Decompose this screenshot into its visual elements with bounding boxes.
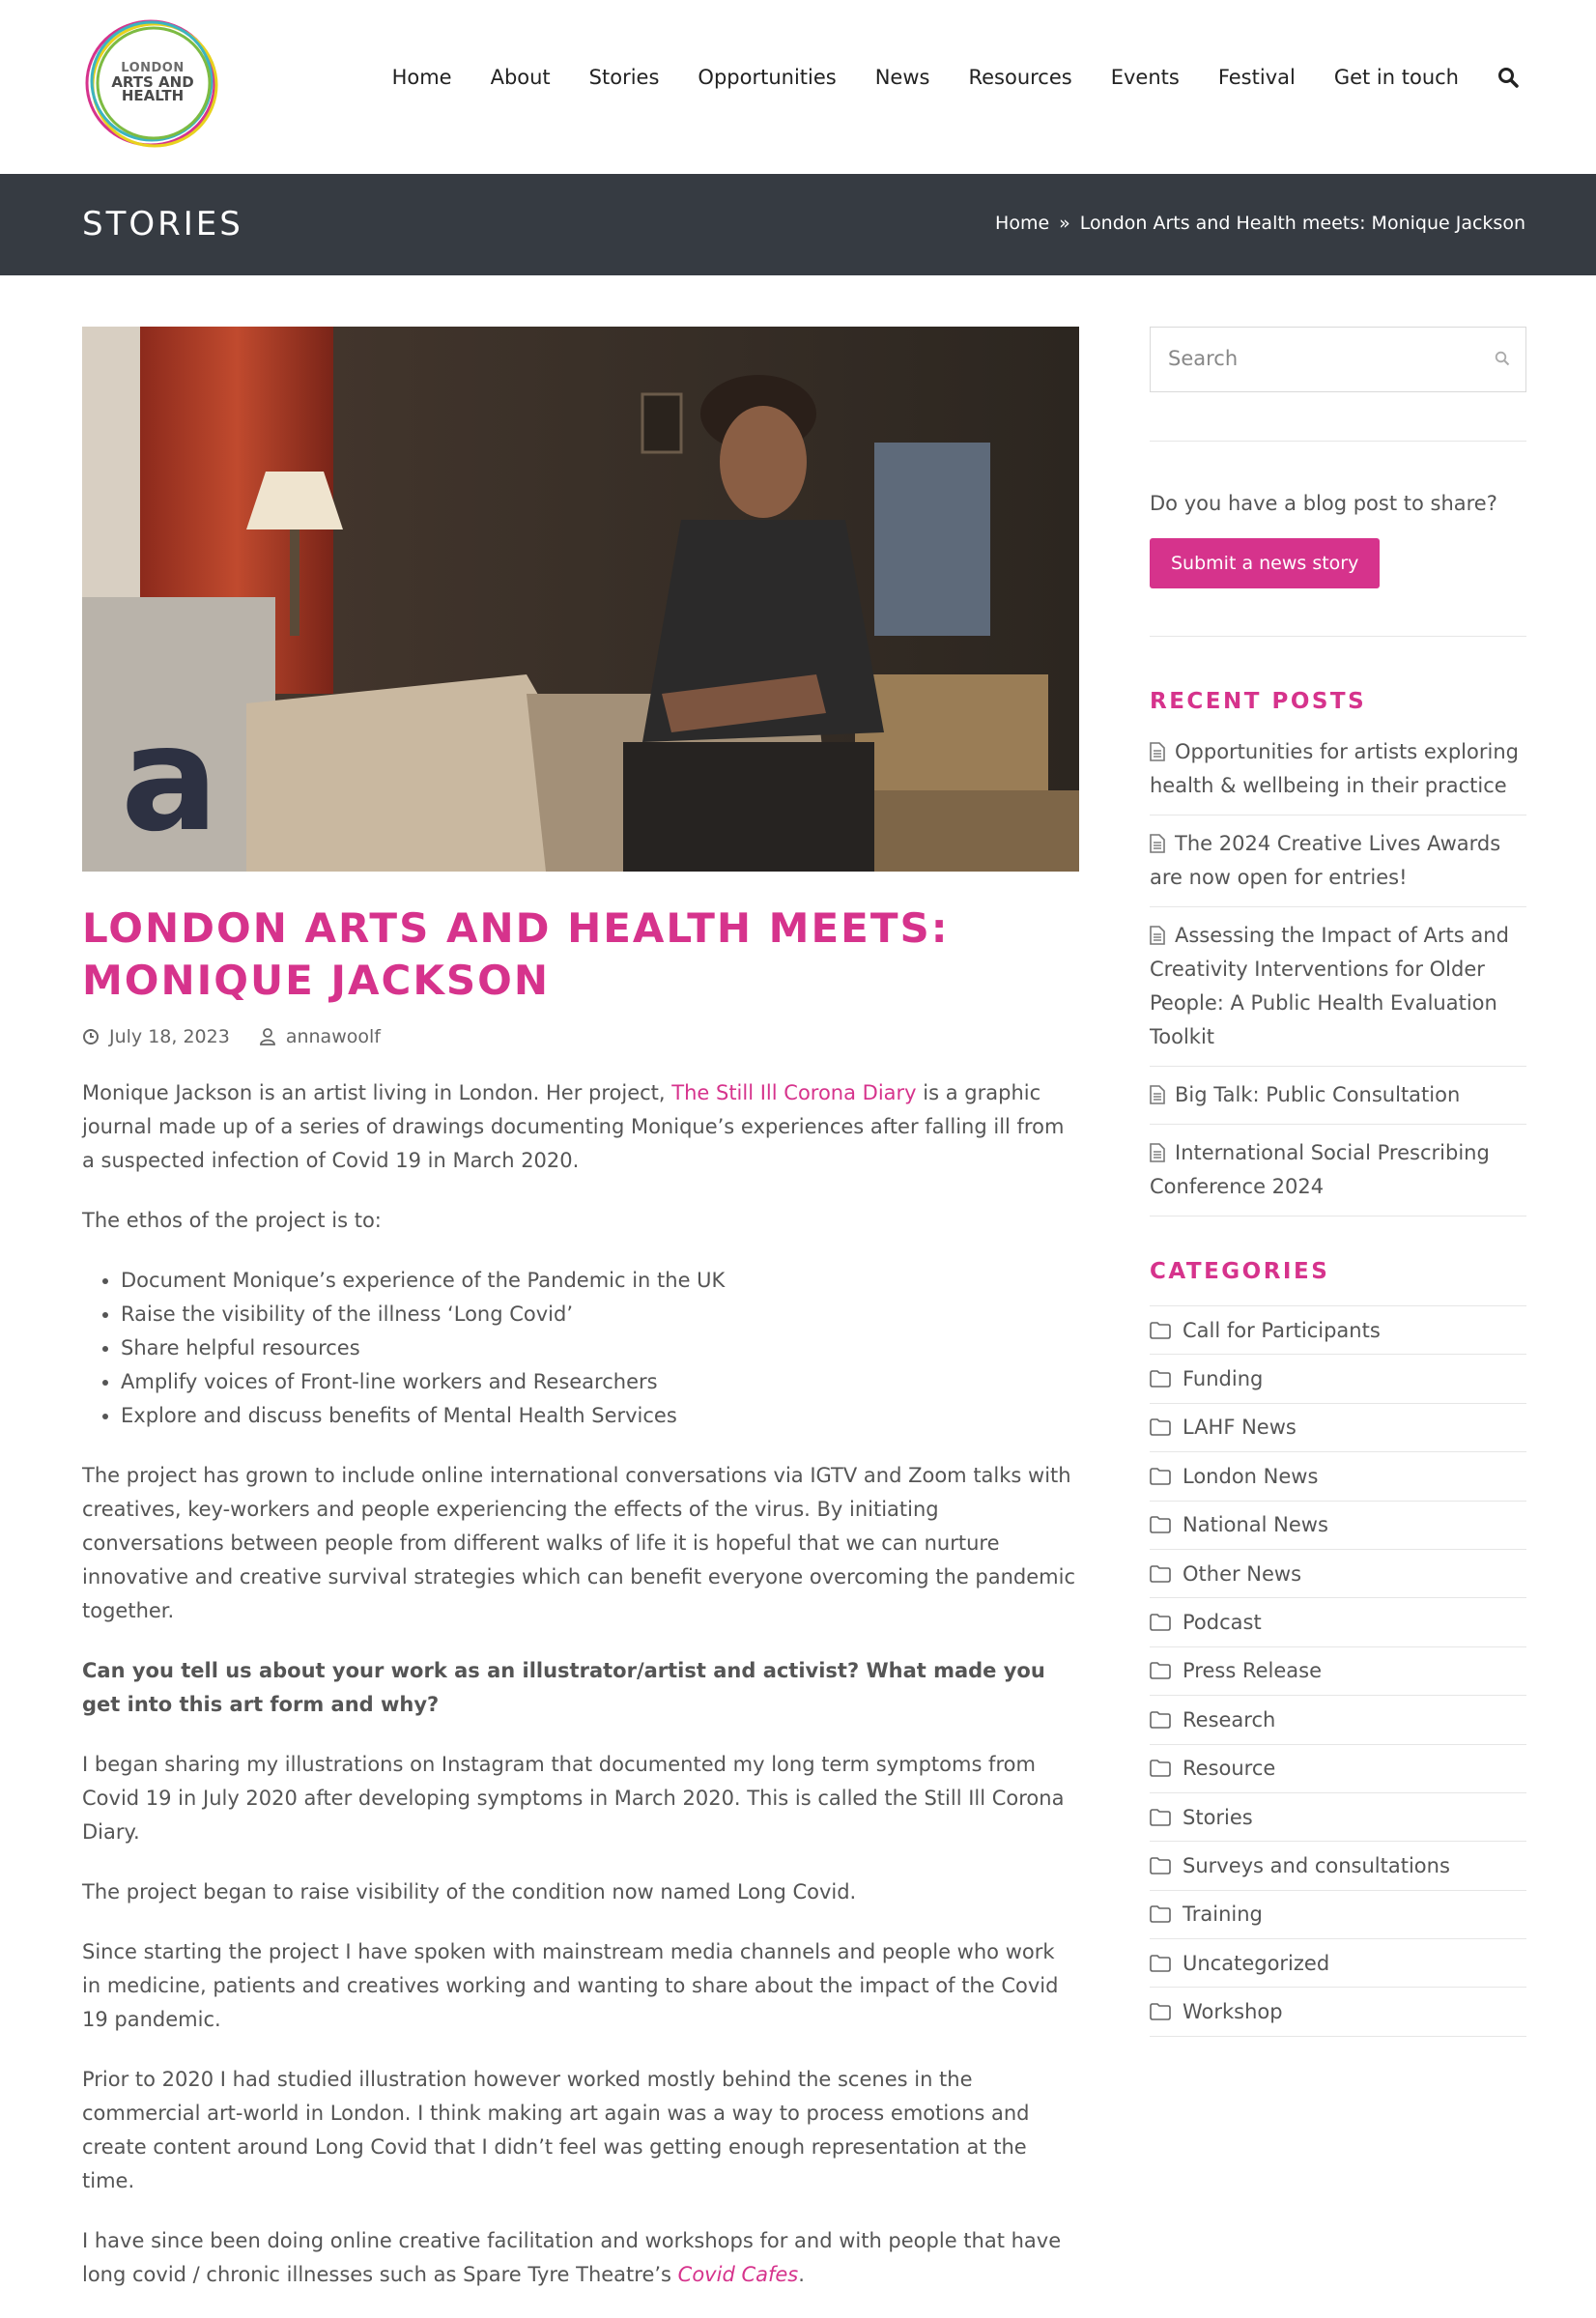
folder-icon [1150,1857,1171,1874]
folder-icon [1150,1662,1171,1679]
categories-title: CATEGORIES [1150,1259,1330,1284]
divider [1150,636,1526,637]
intro-text-2: is a graphic journal made up of a series of drawings documenting Monique’s experiences after falling ill from a suspected infection of Covid 19 in March 2020. [82,1081,1065,1172]
post-content [82,1076,1079,2292]
featured-image [82,327,1079,872]
list-item: • Share helpful resources [121,1331,1079,1365]
search-icon[interactable] [1497,67,1519,88]
ethos-list [121,1264,1079,1433]
svg-text:a: a [121,696,219,864]
paragraph-answer-4: Prior to 2020 I had studied illustration however worked mostly behind the scenes in the commercial art-world in London. I think making art again was a way to process emotions and create content around Long Covid that I didn’t feel was getting enough representation at the time. [82,2068,1030,2192]
list-item: • Explore and discuss benefits of Mental Health Services [121,1399,1079,1433]
logo-line-1: LONDON [121,61,185,75]
share-question: Do you have a blog post to share? [1150,492,1497,515]
list-item: • Amplify voices of Front-line workers and Researchers [121,1365,1079,1399]
folder-icon [1150,1711,1171,1729]
category-item[interactable] [1150,1404,1526,1452]
post-author-link[interactable]: annawoolf [285,1026,381,1047]
category-item[interactable] [1150,1647,1526,1696]
recent-post-item[interactable] [1150,1125,1526,1216]
logo-line-3: HEALTH [121,87,185,104]
recent-posts-list [1150,735,1526,1216]
category-item[interactable] [1150,1598,1526,1646]
sidebar [1150,327,1526,2037]
paragraph-answer-3: Since starting the project I have spoken with mainstream media channels and people who work in medicine, patients and creatives working and wanting to share about the impact of the Covid 19 pandemic. [82,1940,1059,2031]
nav-about[interactable]: About [490,66,551,89]
nav-stories[interactable]: Stories [588,66,660,89]
document-icon [1150,742,1165,761]
category-item[interactable] [1150,1452,1526,1501]
main-content [82,327,1079,2318]
folder-icon [1150,2003,1171,2020]
still-ill-diary-link[interactable]: The Still Ill Corona Diary [671,1081,917,1104]
recent-post-item[interactable] [1150,907,1526,1067]
document-icon [1150,1085,1165,1104]
category-item[interactable] [1150,1988,1526,2036]
clock-icon [82,1028,100,1045]
document-icon [1150,926,1165,945]
featured-photo [82,327,1079,872]
category-item[interactable] [1150,1502,1526,1550]
recent-post-item[interactable] [1150,816,1526,907]
category-label: Training [1183,1903,1263,1927]
breadcrumb [995,213,1525,234]
site-logo[interactable] [82,15,223,151]
recent-post-label: The 2024 Creative Lives Awards are now open for entries! [1150,832,1501,889]
nav-get-in-touch[interactable]: Get in touch [1333,66,1459,89]
category-label: Press Release [1183,1659,1322,1683]
category-item[interactable] [1150,1696,1526,1744]
folder-icon [1150,1905,1171,1923]
list-item: • Raise the visibility of the illness ‘Long Covid’ [121,1298,1079,1331]
category-label: London News [1183,1464,1319,1488]
post-title: LONDON ARTS AND HEALTH MEETS: MONIQUE JACKSON [82,904,950,1004]
post-date-text: July 18, 2023 [109,1026,230,1047]
folder-icon [1150,1418,1171,1436]
recent-post-label: Assessing the Impact of Arts and Creativity Interventions for Older People: A Public Health Evaluation Toolkit [1150,924,1509,1048]
intro-text-1: Monique Jackson is an artist living in London. Her project, [82,1081,672,1104]
folder-icon [1150,1809,1171,1826]
answer-5-text-2: . [798,2263,805,2286]
breadcrumb-separator: » [1059,213,1070,234]
search-icon[interactable] [1495,351,1510,370]
folder-icon [1150,1468,1171,1485]
category-label: Call for Participants [1183,1318,1381,1342]
paragraph-answer-1: I began sharing my illustrations on Instagram that documented my long term symptoms from Covid 19 in July 2020 after developing symptoms in March 2020. This is called the Still Ill Corona Diary. [82,1753,1065,1844]
category-label: Workshop [1183,2000,1283,2024]
paragraph-project-growth: The project has grown to include online international conversations via IGTV and Zoom talks with creatives, key-workers and people experiencing the effects of the virus. By initiating conversations between people from different walks of life it is hopeful that we can nurture innovative and creative survival strategies which can benefit everyone overcoming the pandemic together. [82,1464,1076,1622]
page-title: STORIES [82,205,243,243]
document-icon [1150,1143,1165,1162]
paragraph-intro [82,1076,1079,1178]
nav-resources[interactable]: Resources [968,66,1072,89]
user-icon [259,1027,276,1046]
post-author [259,1026,381,1047]
interview-question: Can you tell us about your work as an illustrator/artist and activist? What made you get into this art form and why? [82,1659,1045,1716]
document-icon [1150,834,1165,853]
site-header [0,0,1596,174]
covid-cafes-link[interactable]: Covid Cafes [677,2263,799,2286]
list-item: • Document Monique’s experience of the Pandemic in the UK [121,1264,1079,1298]
category-item[interactable] [1150,1355,1526,1403]
paragraph-answer-2: The project began to raise visibility of the condition now named Long Covid. [82,1880,857,1903]
recent-post-item[interactable] [1150,1067,1526,1125]
categories-list [1150,1305,1526,2037]
category-label: Research [1183,1707,1276,1731]
recent-post-label: Big Talk: Public Consultation [1175,1083,1461,1106]
nav-opportunities[interactable]: Opportunities [698,66,837,89]
logo-text [82,62,223,102]
submit-news-story-button[interactable]: Submit a news story [1150,538,1380,588]
category-label: Stories [1183,1805,1253,1829]
category-label: Uncategorized [1183,1951,1330,1975]
recent-post-item[interactable] [1150,735,1526,816]
category-item[interactable] [1150,1793,1526,1842]
folder-icon [1150,1760,1171,1777]
search-input[interactable] [1151,328,1460,389]
category-item[interactable] [1150,1939,1526,1988]
folder-icon [1150,1370,1171,1388]
breadcrumb-home[interactable]: Home [995,213,1050,234]
page-title-bar [0,174,1596,275]
nav-home[interactable]: Home [391,66,452,89]
divider [1150,441,1526,442]
breadcrumb-current: London Arts and Health meets: Monique Jackson [1079,213,1525,234]
category-label: Surveys and consultations [1183,1854,1450,1877]
recent-post-label: Opportunities for artists exploring health & wellbeing in their practice [1150,740,1519,797]
nav-events[interactable]: Events [1110,66,1180,89]
category-label: Other News [1183,1561,1302,1586]
paragraph-answer-5 [82,2224,1079,2292]
paragraph-ethos-intro: The ethos of the project is to: [82,1209,382,1232]
main-nav [392,66,1519,89]
category-label: Podcast [1183,1611,1262,1635]
folder-icon [1150,1565,1171,1583]
category-label: Resource [1183,1757,1276,1781]
nav-news[interactable]: News [874,66,930,89]
folder-icon [1150,1955,1171,1972]
post-date [82,1026,230,1047]
folder-icon [1150,1516,1171,1533]
sidebar-search [1150,327,1526,392]
logo-line-2: ARTS AND [111,73,194,91]
category-label: Funding [1183,1367,1264,1391]
category-item[interactable] [1150,1306,1526,1355]
category-label: National News [1183,1513,1328,1537]
category-item[interactable] [1150,1842,1526,1890]
folder-icon [1150,1322,1171,1339]
category-item[interactable] [1150,1745,1526,1793]
folder-icon [1150,1614,1171,1631]
category-item[interactable] [1150,1891,1526,1939]
post-meta [82,1026,1079,1047]
answer-5-text-1: I have since been doing online creative facilitation and workshops for and with people that have long covid / chronic illnesses such as Spare Tyre Theatre’s [82,2229,1062,2286]
category-label: LAHF News [1183,1416,1297,1440]
nav-festival[interactable]: Festival [1217,66,1296,89]
recent-posts-title: RECENT POSTS [1150,689,1367,714]
recent-post-label: International Social Prescribing Conference 2024 [1150,1141,1490,1198]
category-item[interactable] [1150,1550,1526,1598]
